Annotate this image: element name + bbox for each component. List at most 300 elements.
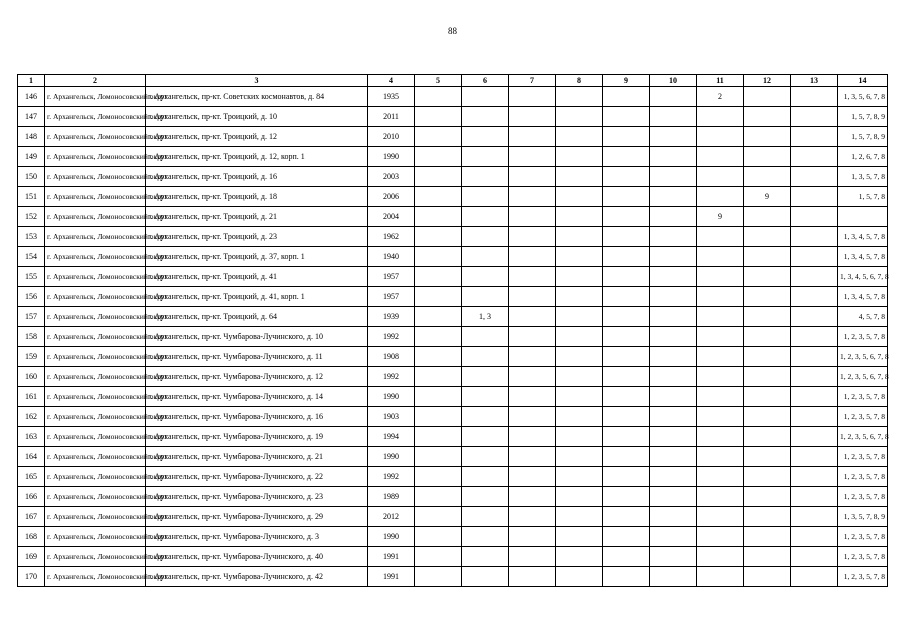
col7-cell	[509, 367, 556, 387]
row-number-cell: 170	[18, 567, 45, 587]
col10-cell	[650, 547, 697, 567]
table-row	[18, 307, 888, 327]
district-cell: г. Архангельск, Ломоносовский округ	[45, 207, 146, 227]
col13-cell	[791, 207, 838, 227]
address-cell: г. Архангельск, пр-кт. Чумбарова-Лучинского, д. 16	[146, 407, 368, 427]
col11-cell	[697, 307, 744, 327]
col11-cell	[697, 327, 744, 347]
row-number-cell: 151	[18, 187, 45, 207]
table-body	[18, 87, 888, 587]
district-cell: г. Архангельск, Ломоносовский округ	[45, 127, 146, 147]
col14-cell: 1, 5, 7, 8, 9	[838, 127, 888, 147]
col14-cell: 1, 3, 5, 7, 8	[838, 167, 888, 187]
col10-cell	[650, 187, 697, 207]
col12-cell	[744, 207, 791, 227]
col12-cell	[744, 127, 791, 147]
col14-cell: 1, 5, 7, 8	[838, 187, 888, 207]
table-row	[18, 127, 888, 147]
col6-cell	[462, 487, 509, 507]
row-number-cell: 166	[18, 487, 45, 507]
register-table	[17, 74, 888, 587]
address-cell: г. Архангельск, пр-кт. Троицкий, д. 41	[146, 267, 368, 287]
col13-cell	[791, 267, 838, 287]
col7-cell	[509, 427, 556, 447]
col14-cell: 1, 3, 4, 5, 7, 8	[838, 247, 888, 267]
col12-cell	[744, 447, 791, 467]
col8-cell	[556, 327, 603, 347]
col8-cell	[556, 487, 603, 507]
row-number-cell: 160	[18, 367, 45, 387]
col6-cell	[462, 227, 509, 247]
table-row	[18, 367, 888, 387]
col9-cell	[603, 267, 650, 287]
column-header-11: 11	[697, 75, 744, 87]
year-cell: 1991	[368, 567, 415, 587]
col14-cell: 1, 2, 3, 5, 7, 8	[838, 327, 888, 347]
col6-cell	[462, 147, 509, 167]
col8-cell	[556, 167, 603, 187]
year-cell: 1908	[368, 347, 415, 367]
col6-cell	[462, 467, 509, 487]
column-header-14: 14	[838, 75, 888, 87]
address-cell: г. Архангельск, пр-кт. Троицкий, д. 64	[146, 307, 368, 327]
col5-cell	[415, 207, 462, 227]
col5-cell	[415, 427, 462, 447]
col14-cell: 1, 2, 6, 7, 8	[838, 147, 888, 167]
address-cell: г. Архангельск, пр-кт. Троицкий, д. 10	[146, 107, 368, 127]
col7-cell	[509, 307, 556, 327]
address-cell: г. Архангельск, пр-кт. Чумбарова-Лучинского, д. 10	[146, 327, 368, 347]
col6-cell	[462, 547, 509, 567]
col10-cell	[650, 427, 697, 447]
col13-cell	[791, 347, 838, 367]
col7-cell	[509, 227, 556, 247]
address-cell: г. Архангельск, пр-кт. Чумбарова-Лучинского, д. 23	[146, 487, 368, 507]
col5-cell	[415, 487, 462, 507]
col12-cell	[744, 467, 791, 487]
row-number-cell: 155	[18, 267, 45, 287]
year-cell: 1957	[368, 267, 415, 287]
address-cell: г. Архангельск, пр-кт. Чумбарова-Лучинского, д. 22	[146, 467, 368, 487]
col11-cell	[697, 227, 744, 247]
col9-cell	[603, 107, 650, 127]
row-number-cell: 161	[18, 387, 45, 407]
col5-cell	[415, 107, 462, 127]
col6-cell	[462, 87, 509, 107]
col6-cell	[462, 127, 509, 147]
header-row	[18, 75, 888, 87]
table-row	[18, 347, 888, 367]
row-number-cell: 156	[18, 287, 45, 307]
address-cell: г. Архангельск, пр-кт. Чумбарова-Лучинского, д. 19	[146, 427, 368, 447]
col6-cell	[462, 527, 509, 547]
col14-cell: 1, 2, 3, 5, 7, 8	[838, 527, 888, 547]
row-number-cell: 163	[18, 427, 45, 447]
table-row	[18, 107, 888, 127]
col13-cell	[791, 107, 838, 127]
address-cell: г. Архангельск, пр-кт. Троицкий, д. 12, корп. 1	[146, 147, 368, 167]
row-number-cell: 149	[18, 147, 45, 167]
col11-cell	[697, 187, 744, 207]
col6-cell	[462, 387, 509, 407]
col9-cell	[603, 427, 650, 447]
col13-cell	[791, 567, 838, 587]
address-cell: г. Архангельск, пр-кт. Чумбарова-Лучинского, д. 14	[146, 387, 368, 407]
col7-cell	[509, 187, 556, 207]
year-cell: 1990	[368, 147, 415, 167]
col11-cell	[697, 567, 744, 587]
year-cell: 1962	[368, 227, 415, 247]
col12-cell	[744, 487, 791, 507]
table-row	[18, 187, 888, 207]
col12-cell	[744, 167, 791, 187]
col8-cell	[556, 447, 603, 467]
col9-cell	[603, 407, 650, 427]
col7-cell	[509, 487, 556, 507]
col14-cell: 1, 2, 3, 5, 7, 8	[838, 567, 888, 587]
col9-cell	[603, 527, 650, 547]
col6-cell	[462, 427, 509, 447]
col10-cell	[650, 107, 697, 127]
col10-cell	[650, 127, 697, 147]
col11-cell	[697, 507, 744, 527]
district-cell: г. Архангельск, Ломоносовский округ	[45, 487, 146, 507]
address-cell: г. Архангельск, пр-кт. Троицкий, д. 18	[146, 187, 368, 207]
col12-cell	[744, 387, 791, 407]
col14-cell: 1, 2, 3, 5, 7, 8	[838, 547, 888, 567]
row-number-cell: 157	[18, 307, 45, 327]
row-number-cell: 150	[18, 167, 45, 187]
table-row	[18, 567, 888, 587]
year-cell: 1935	[368, 87, 415, 107]
col8-cell	[556, 207, 603, 227]
column-header-5: 5	[415, 75, 462, 87]
address-cell: г. Архангельск, пр-кт. Троицкий, д. 16	[146, 167, 368, 187]
address-cell: г. Архангельск, пр-кт. Чумбарова-Лучинского, д. 42	[146, 567, 368, 587]
row-number-cell: 162	[18, 407, 45, 427]
col12-cell	[744, 367, 791, 387]
col13-cell	[791, 407, 838, 427]
district-cell: г. Архангельск, Ломоносовский округ	[45, 187, 146, 207]
col9-cell	[603, 307, 650, 327]
col8-cell	[556, 527, 603, 547]
year-cell: 1990	[368, 387, 415, 407]
col12-cell	[744, 227, 791, 247]
col6-cell	[462, 447, 509, 467]
col9-cell	[603, 467, 650, 487]
col7-cell	[509, 387, 556, 407]
col14-cell: 1, 5, 7, 8, 9	[838, 107, 888, 127]
col11-cell: 2	[697, 87, 744, 107]
table-row	[18, 547, 888, 567]
column-header-2: 2	[45, 75, 146, 87]
col13-cell	[791, 507, 838, 527]
column-header-13: 13	[791, 75, 838, 87]
col13-cell	[791, 167, 838, 187]
col6-cell	[462, 287, 509, 307]
col12-cell	[744, 407, 791, 427]
col13-cell	[791, 147, 838, 167]
col12-cell	[744, 307, 791, 327]
col11-cell	[697, 527, 744, 547]
col13-cell	[791, 287, 838, 307]
col8-cell	[556, 127, 603, 147]
col13-cell	[791, 547, 838, 567]
col14-cell: 1, 3, 4, 5, 7, 8	[838, 227, 888, 247]
column-header-7: 7	[509, 75, 556, 87]
col6-cell	[462, 167, 509, 187]
year-cell: 1992	[368, 327, 415, 347]
col11-cell	[697, 127, 744, 147]
col14-cell: 1, 2, 3, 5, 6, 7, 8	[838, 347, 888, 367]
table-header	[18, 75, 888, 87]
year-cell: 1957	[368, 287, 415, 307]
col6-cell: 1, 3	[462, 307, 509, 327]
district-cell: г. Архангельск, Ломоносовский округ	[45, 567, 146, 587]
col7-cell	[509, 287, 556, 307]
col8-cell	[556, 187, 603, 207]
col14-cell: 1, 3, 4, 5, 6, 7, 8	[838, 267, 888, 287]
column-header-9: 9	[603, 75, 650, 87]
col11-cell	[697, 347, 744, 367]
col10-cell	[650, 527, 697, 547]
district-cell: г. Архангельск, Ломоносовский округ	[45, 267, 146, 287]
year-cell: 2006	[368, 187, 415, 207]
col6-cell	[462, 407, 509, 427]
col8-cell	[556, 407, 603, 427]
row-number-cell: 159	[18, 347, 45, 367]
col11-cell	[697, 547, 744, 567]
district-cell: г. Архангельск, Ломоносовский округ	[45, 347, 146, 367]
col11-cell	[697, 287, 744, 307]
year-cell: 2004	[368, 207, 415, 227]
col13-cell	[791, 527, 838, 547]
col10-cell	[650, 567, 697, 587]
col7-cell	[509, 507, 556, 527]
table-row	[18, 147, 888, 167]
row-number-cell: 153	[18, 227, 45, 247]
col5-cell	[415, 347, 462, 367]
col7-cell	[509, 567, 556, 587]
district-cell: г. Архангельск, Ломоносовский округ	[45, 147, 146, 167]
col11-cell	[697, 447, 744, 467]
col11-cell	[697, 487, 744, 507]
col6-cell	[462, 207, 509, 227]
col9-cell	[603, 387, 650, 407]
col11-cell	[697, 427, 744, 447]
col5-cell	[415, 307, 462, 327]
table-row	[18, 87, 888, 107]
col10-cell	[650, 507, 697, 527]
col7-cell	[509, 447, 556, 467]
year-cell: 2010	[368, 127, 415, 147]
col5-cell	[415, 527, 462, 547]
year-cell: 1991	[368, 547, 415, 567]
column-header-4: 4	[368, 75, 415, 87]
table-row	[18, 387, 888, 407]
col5-cell	[415, 407, 462, 427]
row-number-cell: 152	[18, 207, 45, 227]
col5-cell	[415, 287, 462, 307]
col10-cell	[650, 347, 697, 367]
col9-cell	[603, 547, 650, 567]
col5-cell	[415, 447, 462, 467]
address-cell: г. Архангельск, пр-кт. Троицкий, д. 12	[146, 127, 368, 147]
col12-cell	[744, 287, 791, 307]
col8-cell	[556, 367, 603, 387]
col11-cell	[697, 167, 744, 187]
column-header-6: 6	[462, 75, 509, 87]
col10-cell	[650, 327, 697, 347]
col7-cell	[509, 147, 556, 167]
col14-cell: 1, 2, 3, 5, 7, 8	[838, 447, 888, 467]
year-cell: 2011	[368, 107, 415, 127]
col12-cell	[744, 107, 791, 127]
col6-cell	[462, 267, 509, 287]
col13-cell	[791, 327, 838, 347]
row-number-cell: 147	[18, 107, 45, 127]
col12-cell	[744, 547, 791, 567]
col8-cell	[556, 227, 603, 247]
district-cell: г. Архангельск, Ломоносовский округ	[45, 427, 146, 447]
col5-cell	[415, 127, 462, 147]
col6-cell	[462, 187, 509, 207]
col10-cell	[650, 387, 697, 407]
col13-cell	[791, 127, 838, 147]
col9-cell	[603, 287, 650, 307]
col13-cell	[791, 227, 838, 247]
col13-cell	[791, 387, 838, 407]
col14-cell: 4, 5, 7, 8	[838, 307, 888, 327]
year-cell: 2003	[368, 167, 415, 187]
col12-cell	[744, 347, 791, 367]
col8-cell	[556, 347, 603, 367]
address-cell: г. Архангельск, пр-кт. Троицкий, д. 41, корп. 1	[146, 287, 368, 307]
col12-cell	[744, 267, 791, 287]
col14-cell: 1, 2, 3, 5, 7, 8	[838, 387, 888, 407]
year-cell: 1990	[368, 447, 415, 467]
district-cell: г. Архангельск, Ломоносовский округ	[45, 467, 146, 487]
col8-cell	[556, 467, 603, 487]
col7-cell	[509, 167, 556, 187]
address-cell: г. Архангельск, пр-кт. Чумбарова-Лучинского, д. 11	[146, 347, 368, 367]
col11-cell	[697, 367, 744, 387]
year-cell: 1903	[368, 407, 415, 427]
col13-cell	[791, 187, 838, 207]
col5-cell	[415, 227, 462, 247]
col14-cell: 1, 2, 3, 5, 7, 8	[838, 487, 888, 507]
col11-cell	[697, 387, 744, 407]
col8-cell	[556, 507, 603, 527]
year-cell: 1992	[368, 367, 415, 387]
col10-cell	[650, 167, 697, 187]
year-cell: 2012	[368, 507, 415, 527]
column-header-8: 8	[556, 75, 603, 87]
column-header-10: 10	[650, 75, 697, 87]
col12-cell: 9	[744, 187, 791, 207]
col10-cell	[650, 267, 697, 287]
table-row	[18, 327, 888, 347]
col11-cell	[697, 467, 744, 487]
district-cell: г. Архангельск, Ломоносовский округ	[45, 367, 146, 387]
col8-cell	[556, 567, 603, 587]
col12-cell	[744, 327, 791, 347]
col7-cell	[509, 247, 556, 267]
col6-cell	[462, 507, 509, 527]
col13-cell	[791, 447, 838, 467]
page-number: 88	[448, 26, 457, 36]
col5-cell	[415, 547, 462, 567]
district-cell: г. Архангельск, Ломоносовский округ	[45, 507, 146, 527]
col14-cell: 1, 3, 4, 5, 7, 8	[838, 287, 888, 307]
district-cell: г. Архангельск, Ломоносовский округ	[45, 447, 146, 467]
year-cell: 1939	[368, 307, 415, 327]
col9-cell	[603, 567, 650, 587]
col10-cell	[650, 407, 697, 427]
col9-cell	[603, 227, 650, 247]
col9-cell	[603, 167, 650, 187]
district-cell: г. Архангельск, Ломоносовский округ	[45, 547, 146, 567]
col13-cell	[791, 307, 838, 327]
table-row	[18, 507, 888, 527]
address-cell: г. Архангельск, пр-кт. Советских космонавтов, д. 84	[146, 87, 368, 107]
row-number-cell: 158	[18, 327, 45, 347]
row-number-cell: 146	[18, 87, 45, 107]
col10-cell	[650, 227, 697, 247]
address-cell: г. Архангельск, пр-кт. Троицкий, д. 21	[146, 207, 368, 227]
col10-cell	[650, 307, 697, 327]
year-cell: 1992	[368, 467, 415, 487]
col8-cell	[556, 147, 603, 167]
col7-cell	[509, 407, 556, 427]
col5-cell	[415, 507, 462, 527]
col11-cell	[697, 147, 744, 167]
col10-cell	[650, 287, 697, 307]
col5-cell	[415, 247, 462, 267]
col12-cell	[744, 147, 791, 167]
col7-cell	[509, 87, 556, 107]
year-cell: 1989	[368, 487, 415, 507]
col9-cell	[603, 347, 650, 367]
col14-cell: 1, 2, 3, 5, 6, 7, 8	[838, 367, 888, 387]
col9-cell	[603, 507, 650, 527]
col5-cell	[415, 147, 462, 167]
column-header-1: 1	[18, 75, 45, 87]
col8-cell	[556, 547, 603, 567]
district-cell: г. Архангельск, Ломоносовский округ	[45, 107, 146, 127]
row-number-cell: 154	[18, 247, 45, 267]
col14-cell: 1, 3, 5, 6, 7, 8	[838, 87, 888, 107]
col14-cell: 1, 3, 5, 7, 8, 9	[838, 507, 888, 527]
col6-cell	[462, 107, 509, 127]
col9-cell	[603, 187, 650, 207]
col11-cell: 9	[697, 207, 744, 227]
col13-cell	[791, 87, 838, 107]
table-row	[18, 207, 888, 227]
col12-cell	[744, 247, 791, 267]
table-row	[18, 227, 888, 247]
col8-cell	[556, 307, 603, 327]
table-row	[18, 287, 888, 307]
table-row	[18, 447, 888, 467]
col6-cell	[462, 247, 509, 267]
column-header-12: 12	[744, 75, 791, 87]
col9-cell	[603, 327, 650, 347]
row-number-cell: 169	[18, 547, 45, 567]
col11-cell	[697, 407, 744, 427]
col7-cell	[509, 107, 556, 127]
col11-cell	[697, 247, 744, 267]
